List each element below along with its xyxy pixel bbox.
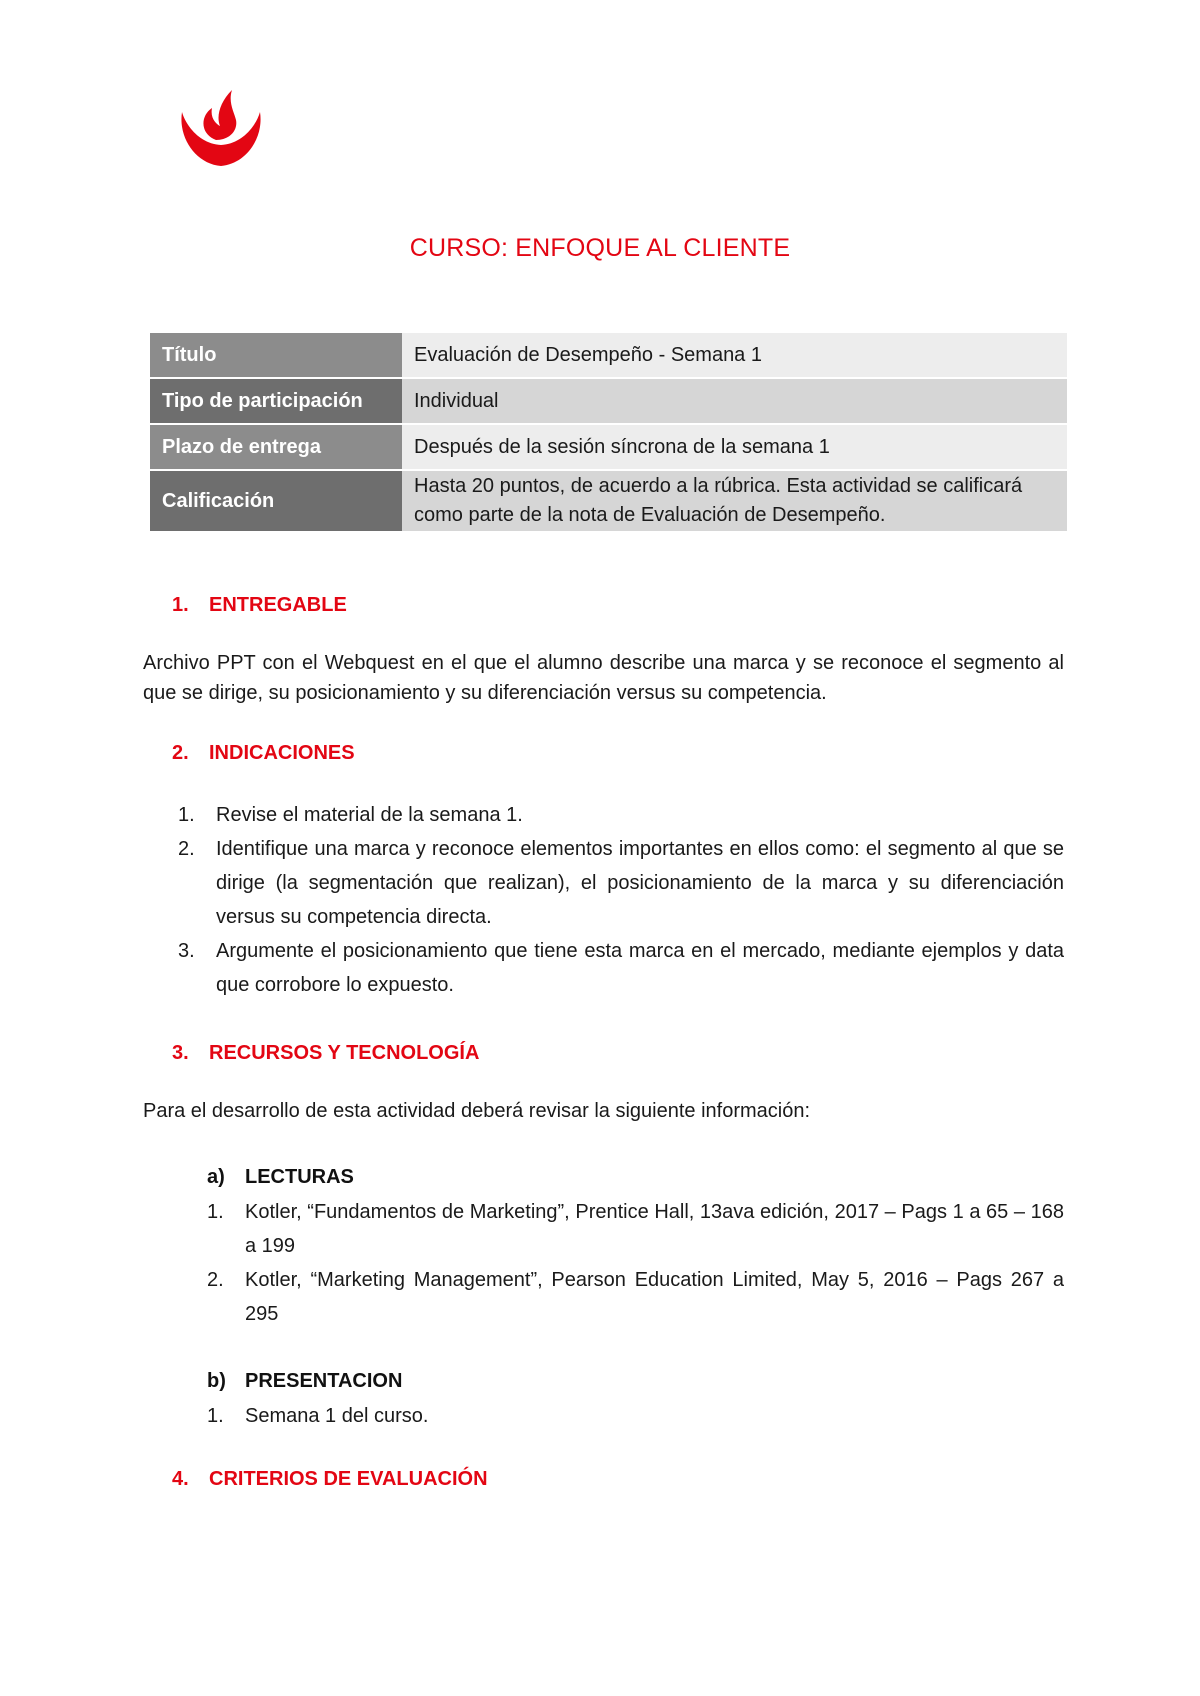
list-number: 1.: [178, 804, 195, 826]
section-heading-recursos: [172, 1042, 479, 1065]
list-item-text: Kotler, “Fundamentos de Marketing”, Prentice Hall, 13ava edición, 2017 – Pags 1 a 65 – 168 a 199: [245, 1201, 1064, 1257]
section-number: 1.: [172, 594, 189, 616]
indicaciones-list: [143, 798, 1064, 1002]
list-number: 1.: [207, 1405, 224, 1427]
section-heading-indicaciones: [172, 742, 355, 765]
list-item: [143, 934, 1064, 1002]
list-number: 3.: [178, 940, 195, 962]
info-label-titulo: Título: [150, 333, 402, 377]
list-item: [207, 1195, 1064, 1263]
table-row: [150, 471, 1067, 531]
info-label-tipo: Tipo de participación: [150, 379, 402, 423]
table-row: [150, 379, 1067, 423]
list-number: 1.: [207, 1201, 224, 1223]
subsection-title: LECTURAS: [245, 1166, 354, 1188]
subsection-heading-lecturas: [207, 1166, 354, 1189]
list-number: 2.: [178, 838, 195, 860]
info-value-plazo: Después de la sesión síncrona de la semana 1: [402, 425, 1067, 469]
lecturas-list: [207, 1195, 1064, 1331]
table-row: [150, 425, 1067, 469]
list-item: [143, 832, 1064, 934]
section-number: 2.: [172, 742, 189, 764]
info-value-titulo: Evaluación de Desempeño - Semana 1: [402, 333, 1067, 377]
activity-info-table: [150, 331, 1067, 533]
section-title: INDICACIONES: [209, 742, 355, 764]
recursos-intro-text: Para el desarrollo de esta actividad deberá revisar la siguiente información:: [143, 1100, 811, 1122]
section-number: 3.: [172, 1042, 189, 1064]
list-number: 2.: [207, 1269, 224, 1291]
list-item-text: Revise el material de la semana 1.: [216, 804, 523, 826]
section-title: RECURSOS Y TECNOLOGÍA: [209, 1042, 480, 1064]
section-title: ENTREGABLE: [209, 594, 347, 616]
info-value-calificacion: Hasta 20 puntos, de acuerdo a la rúbrica. Esta actividad se calificará como parte de la nota de Evaluación de Desempeño.: [402, 471, 1067, 531]
list-item: [143, 798, 1064, 832]
section-heading-entregable: [172, 594, 347, 617]
list-item-text: Argumente el posicionamiento que tiene esta marca en el mercado, mediante ejemplos y data que corrobore lo expuesto.: [216, 940, 1064, 996]
table-row: [150, 333, 1067, 377]
university-logo: [176, 86, 266, 170]
presentacion-list: [207, 1399, 1064, 1433]
subsection-letter: b): [207, 1370, 226, 1392]
list-item: [207, 1399, 1064, 1433]
list-item-text: Semana 1 del curso.: [245, 1405, 429, 1427]
course-title: CURSO: ENFOQUE AL CLIENTE: [409, 234, 791, 262]
list-item: [207, 1263, 1064, 1331]
section-title: CRITERIOS DE EVALUACIÓN: [209, 1468, 488, 1490]
info-label-calificacion: Calificación: [150, 471, 402, 531]
section-number: 4.: [172, 1468, 189, 1490]
section-heading-criterios: [172, 1468, 488, 1491]
entregable-text: Archivo PPT con el Webquest en el que el alumno describe una marca y se reconoce el segmento al que se dirige, su posicionamiento y su diferenciación versus su competencia.: [143, 652, 1064, 704]
subsection-heading-presentacion: [207, 1370, 402, 1393]
subsection-letter: a): [207, 1166, 225, 1188]
info-label-plazo: Plazo de entrega: [150, 425, 402, 469]
list-item-text: Kotler, “Marketing Management”, Pearson Education Limited, May 5, 2016 – Pags 267 a 295: [245, 1269, 1064, 1325]
subsection-title: PRESENTACION: [245, 1370, 403, 1392]
list-item-text: Identifique una marca y reconoce elementos importantes en ellos como: el segmento al que se dirige (la segmentación que realizan), el posicionamiento de la marca y su diferenciación versus su competencia directa.: [216, 838, 1064, 928]
info-value-tipo: Individual: [402, 379, 1067, 423]
